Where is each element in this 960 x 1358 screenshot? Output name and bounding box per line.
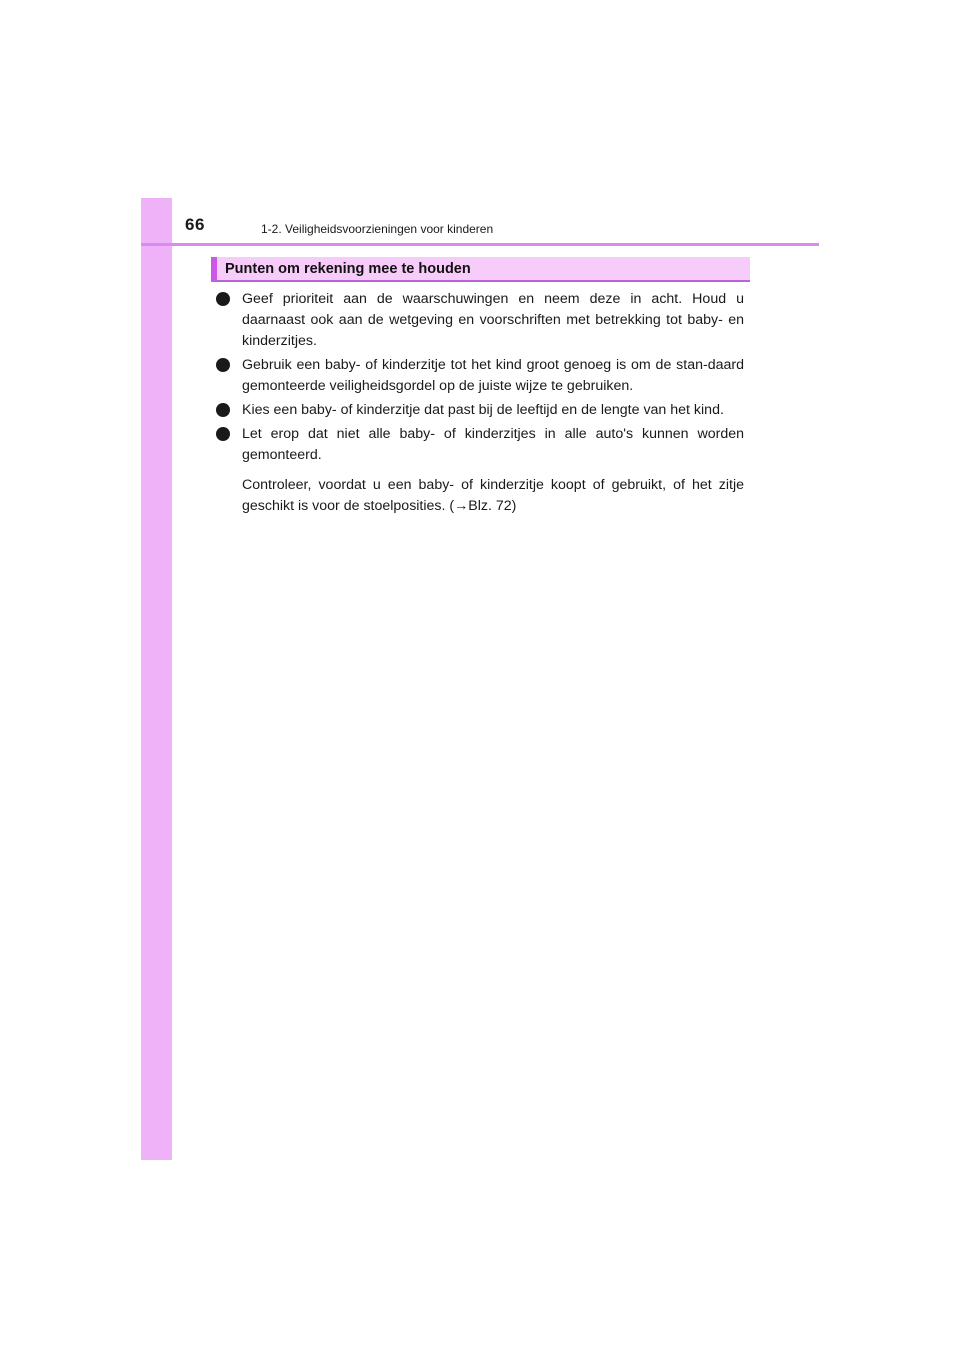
bullet-dot-icon	[216, 292, 230, 306]
bullet-item	[216, 424, 744, 466]
bullet-item	[216, 355, 744, 397]
info-box-header	[211, 257, 750, 282]
bullet-item	[216, 289, 744, 352]
bullet-dot-icon	[216, 358, 230, 372]
bullet-item	[216, 400, 744, 421]
body-text	[216, 289, 744, 517]
header-rule	[141, 243, 819, 246]
bullet-text: Gebruik een baby- of kinderzitje tot het kind groot genoeg is om de stan-daard gemonteerde veiligheidsgordel op de juiste wijze te gebruiken.	[242, 357, 744, 394]
side-color-bar	[141, 198, 172, 1160]
page-number: 66	[185, 215, 205, 234]
box-title: Punten om rekening mee te houden	[225, 261, 471, 277]
bullet-text: Let erop dat niet alle baby- of kinderzitjes in alle auto's kunnen worden gemonteerd.	[242, 426, 744, 463]
bullet-dot-icon	[216, 403, 230, 417]
note-paragraph: Controleer, voordat u een baby- of kinderzitje koopt of gebruikt, of het zitje geschikt is voor de stoelposities. (→Blz. 72)	[242, 477, 744, 514]
bullet-text: Kies een baby- of kinderzitje dat past bij de leeftijd en de lengte van het kind.	[242, 402, 724, 418]
bullet-text: Geef prioriteit aan de waarschuwingen en neem deze in acht. Houd u daarnaast ook aan de wetgeving en voorschriften met betrekking tot baby- en kinderzitjes.	[242, 291, 744, 349]
section-title: 1-2. Veiligheidsvoorzieningen voor kinderen	[261, 222, 494, 236]
box-accent-bar	[211, 257, 217, 280]
bullet-dot-icon	[216, 427, 230, 441]
